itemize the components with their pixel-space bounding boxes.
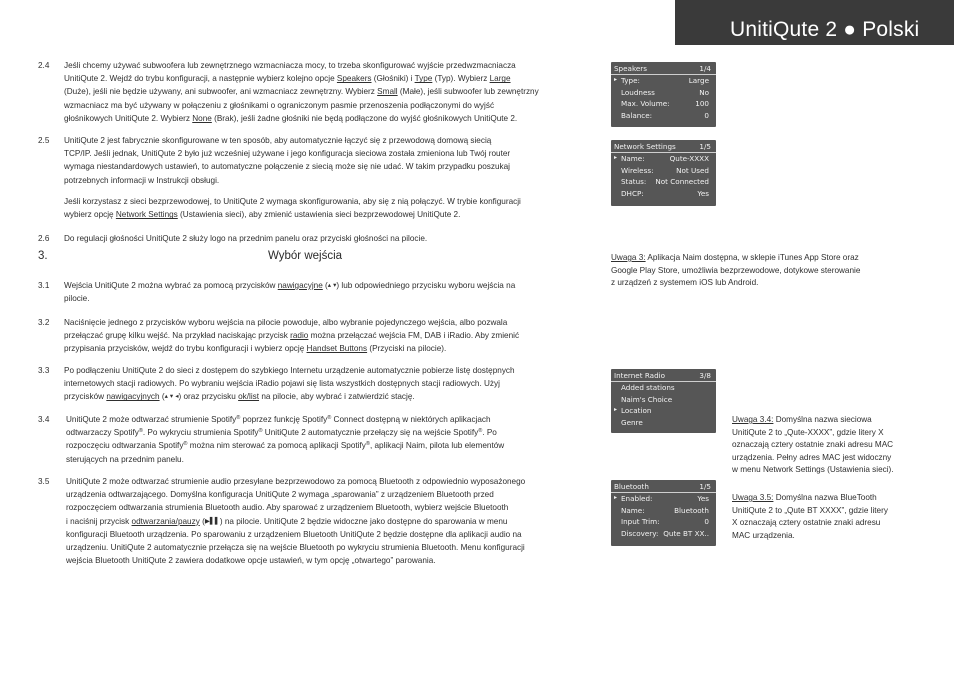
text: . Po bbox=[482, 428, 497, 438]
bluetooth-screen bbox=[611, 480, 716, 546]
text-line: Jeśli chcemy używać subwoofera lub zewnętrznego wzmacniacza mocy, to trzeba skonfigurować wyjście przedwzmacniacza bbox=[64, 61, 516, 70]
text-line: pilocie. bbox=[64, 294, 90, 304]
text: (Małe), jeśli subwoofer lub zewnętrzny bbox=[397, 87, 539, 97]
screen-header bbox=[611, 369, 716, 382]
text: (Typ). Wybierz bbox=[432, 74, 490, 84]
screen-row bbox=[611, 98, 716, 110]
row-label: Type: bbox=[621, 76, 640, 85]
row-label: Loudness bbox=[621, 87, 655, 97]
screen-row bbox=[611, 382, 716, 394]
text-line: UnitiQute 2 to „Qute-XXXX”, gdzie litery X bbox=[732, 427, 884, 437]
text: wybierz opcję bbox=[64, 210, 116, 220]
text: ( bbox=[159, 392, 165, 402]
text: i naciśnij przycisk bbox=[66, 516, 132, 526]
text: (Brak), jeśli żadne głośniki nie będą podłączone do wyjść głośnikowych UnitiQute 2. bbox=[211, 113, 518, 123]
screen-row bbox=[611, 87, 716, 99]
screen-header bbox=[611, 140, 716, 153]
text-line: Po podłączeniu UnitiQute 2 do sieci z dostępem do szybkiego Internetu urządzenie automatycznie pobierze listę dostępnych bbox=[64, 366, 515, 375]
row-value: Bluetooth bbox=[674, 505, 709, 515]
screen-row bbox=[611, 188, 716, 200]
screen-row bbox=[611, 417, 716, 429]
row-value: No bbox=[699, 87, 709, 97]
paragraph-number: 2.4 bbox=[38, 61, 50, 70]
text-line: UnitiQute 2 może odtwarzać strumienie audio przesyłane bezprzewodowo za pomocą Bluetooth z odpowiednio wyposażonego bbox=[66, 477, 526, 486]
menu-ref-speakers: Speakers bbox=[336, 74, 372, 84]
text: na pilocie, aby wybrać i zatwierdzić stację. bbox=[259, 392, 415, 402]
text: ) lub odpowiedniego przycisku wyboru wejścia na bbox=[336, 281, 516, 290]
text-line: z urządzeń z systemem iOS lub Android. bbox=[611, 278, 759, 288]
menu-ref-radio: radio bbox=[290, 331, 309, 341]
text: Connect dostępną w niektórych aplikacjach bbox=[331, 415, 491, 424]
row-label: Added stations bbox=[621, 383, 675, 392]
row-label: Wireless: bbox=[621, 165, 654, 175]
paragraph-3-2 bbox=[64, 316, 519, 356]
row-label: Discovery: bbox=[621, 528, 659, 538]
menu-ref-ok-list: ok/list bbox=[238, 392, 260, 402]
text-line: rozpoczęciem odtwarzania strumienia Bluetooth audio. Aby sparować z urządzeniem Bluetooth, wybierz wejście Bluetooth bbox=[66, 503, 509, 513]
paragraph-3-5 bbox=[66, 475, 525, 567]
selection-arrow-icon: ▸ bbox=[614, 494, 618, 501]
text: UnitiQute 2. Wejdź do trybu konfiguracji, a następnie wybierz kolejno opcje bbox=[64, 74, 337, 84]
screen-row bbox=[611, 394, 716, 406]
text: odtwarzaczy Spotify bbox=[66, 428, 139, 438]
text-line: potrzebnych informacji w Instrukcji obsługi. bbox=[64, 175, 220, 185]
paragraph-2-4 bbox=[64, 59, 539, 125]
text: przełączać grupę kilku wejść. Na przykład naciskając przycisk bbox=[64, 331, 291, 341]
note-3 bbox=[611, 252, 860, 290]
text-line: urządzenia. Pełny adres MAC jest widoczny bbox=[732, 452, 892, 462]
paragraph-2-5-wireless bbox=[64, 195, 521, 221]
text-line: konfiguracji Bluetooth urządzenia. Po sparowaniu z urządzeniem Bluetooth UnitiQute 2 będzie dostępne dla aplikacji audio na bbox=[66, 529, 522, 539]
screen-row bbox=[611, 176, 716, 188]
internet-radio-screen bbox=[611, 369, 716, 433]
note-label: Uwaga 3.4: bbox=[732, 415, 774, 424]
text: głośnikowych UnitiQute 2. Wybierz bbox=[64, 113, 193, 123]
text: UnitiQute 2 może odtwarzać strumienie Spotify bbox=[66, 415, 237, 424]
screen-row bbox=[611, 75, 716, 87]
paragraph-3-4 bbox=[66, 413, 504, 466]
screen-page: 1/5 bbox=[699, 142, 711, 151]
screen-row bbox=[611, 493, 716, 505]
play-pause-icon: ▶▌▌ bbox=[204, 516, 220, 525]
row-label: Status: bbox=[621, 177, 647, 186]
screen-page: 1/5 bbox=[699, 482, 711, 491]
text: (Przyciski na pilocie). bbox=[367, 344, 447, 354]
text-line: UnitiQute 2 to „Qute BT XXXX”, gdzie litery bbox=[732, 505, 888, 515]
screen-page: 1/4 bbox=[699, 64, 711, 73]
screen-title: Network Settings bbox=[614, 142, 676, 151]
paragraph-number: 2.6 bbox=[38, 234, 50, 243]
selection-arrow-icon: ▸ bbox=[614, 76, 618, 83]
text-line: Naciśnięcie jednego z przycisków wyboru wejścia na pilocie powoduje, albo wybranie pojedynczego wejścia, albo pozwala bbox=[64, 318, 508, 327]
row-value: Not Used bbox=[676, 165, 709, 175]
row-label: Enabled: bbox=[621, 494, 653, 503]
text: ) oraz przycisku bbox=[178, 392, 239, 402]
text: można nim sterować za pomocą aplikacji Spotify bbox=[187, 441, 366, 451]
screen-row bbox=[611, 405, 716, 417]
text: Wejścia UnitiQute 2 można wybrać za pomocą przycisków bbox=[64, 281, 278, 290]
text-line: MAC urządzenia. bbox=[732, 530, 795, 540]
screen-row bbox=[611, 505, 716, 517]
paragraph-number: 3.4 bbox=[38, 415, 50, 424]
text-line: Do regulacji głośności UnitiQute 2 służy logo na przednim panelu oraz przyciski głośności na pilocie. bbox=[64, 234, 428, 243]
text: Aplikacja Naim dostępna, w sklepie iTunes App Store oraz bbox=[645, 253, 859, 262]
text: można przełączać wejścia FM, DAB i iRadio. Aby zmienić bbox=[308, 331, 520, 341]
menu-ref-large: Large bbox=[489, 74, 511, 84]
selection-arrow-icon: ▸ bbox=[614, 154, 618, 161]
text-line: sterujących na przednim panelu. bbox=[66, 454, 184, 464]
row-label: Location bbox=[621, 406, 652, 415]
registered-mark: ® bbox=[327, 415, 332, 421]
text: . Po wykryciu strumienia Spotify bbox=[142, 428, 259, 438]
paragraph-number: 3.3 bbox=[38, 366, 50, 375]
title-bar bbox=[675, 0, 954, 45]
row-value: Qute-XXXX bbox=[669, 154, 709, 163]
paragraph-2-5 bbox=[64, 134, 510, 187]
text-line: Google Play Store, umożliwia bezprzewodowe, dotykowe sterowanie bbox=[611, 265, 861, 275]
selection-arrow-icon: ▸ bbox=[614, 406, 618, 413]
text: (Głośniki) i bbox=[371, 74, 415, 84]
screen-page: 3/8 bbox=[699, 371, 711, 380]
registered-mark: ® bbox=[258, 428, 263, 435]
registered-mark: ® bbox=[183, 441, 188, 448]
text: UnitiQute 2 automatycznie przełączy się na wejście Spotify bbox=[262, 428, 479, 438]
note-label: Uwaga 3.5: bbox=[732, 493, 774, 502]
paragraph-number: 3.2 bbox=[38, 318, 50, 327]
menu-ref-navigation: nawigacyjnych bbox=[106, 392, 160, 402]
screen-row bbox=[611, 516, 716, 528]
note-3-5 bbox=[732, 492, 888, 542]
network-settings-screen bbox=[611, 140, 716, 206]
note-3-4 bbox=[732, 414, 894, 477]
navigation-arrows-icon: ▴ ▾ ◂ bbox=[164, 392, 179, 401]
page-title: UnitiQute 2 ● Polski bbox=[730, 18, 920, 41]
row-value: 0 bbox=[704, 110, 709, 120]
text: rozpoczęciu odtwarzania Spotify bbox=[66, 441, 184, 451]
paragraph-number: 2.5 bbox=[38, 136, 50, 145]
menu-ref-small: Small bbox=[377, 87, 398, 97]
text: ( bbox=[322, 281, 328, 290]
row-label: Input Trim: bbox=[621, 517, 660, 526]
screen-title: Internet Radio bbox=[614, 371, 666, 380]
menu-ref-handset-buttons: Handset Buttons bbox=[306, 344, 368, 354]
speakers-menu-screen bbox=[611, 62, 716, 127]
row-label: Name: bbox=[621, 505, 645, 515]
row-value: Not Connected bbox=[655, 177, 709, 186]
text: (Duże), jeśli nie będzie używany, ani subwoofer, ani wzmacniacz zewnętrzny. Wybierz bbox=[64, 87, 378, 97]
screen-header bbox=[611, 480, 716, 493]
menu-ref-navigation: nawigacyjne bbox=[277, 281, 323, 290]
menu-ref-type: Type bbox=[414, 74, 433, 84]
screen-row bbox=[611, 165, 716, 177]
text-line: UnitiQute 2 jest fabrycznie skonfigurowane w ten sposób, aby automatycznie łączyć się z przewodową domową siecią bbox=[64, 136, 492, 145]
row-label: Name: bbox=[621, 154, 645, 163]
text-line: urządzenia odtwarzającego. Domyślna konfiguracja UnitiQute 2 wymaga „sparowania” z urządzeniem Bluetooth przed bbox=[66, 490, 494, 500]
text-line: Jeśli korzystasz z sieci bezprzewodowej, to UnitiQute 2 wymaga skonfigurowania, aby się z nią połączyć. W trybie konfiguracji bbox=[64, 197, 521, 206]
paragraph-number: 3.5 bbox=[38, 477, 50, 486]
menu-ref-play-pause: odtwarzania/pauzy bbox=[131, 516, 200, 526]
up-down-arrows-icon: ▴ ▾ bbox=[327, 281, 337, 289]
text: przycisków bbox=[64, 392, 107, 402]
row-value: Yes bbox=[697, 494, 709, 503]
row-value: 0 bbox=[704, 517, 709, 526]
text-line: internetowych stacji radiowych. Po wybraniu wejścia iRadio pojawi się lista wszystkich dostępnych stacji radiowych. Użyj bbox=[64, 379, 500, 389]
text-line: oznaczają cztery ostatnie znaki adresu MAC bbox=[732, 440, 894, 450]
text: Domyślna nazwa BlueTooth bbox=[773, 493, 877, 502]
text: ) na pilocie. UnitiQute 2 będzie widoczne jako dostępne do sparowania w menu bbox=[219, 516, 508, 526]
paragraph-3-1 bbox=[64, 279, 515, 305]
section-number: 3. bbox=[38, 250, 48, 262]
row-label: DHCP: bbox=[621, 188, 644, 198]
text: poprzez funkcję Spotify bbox=[240, 415, 328, 424]
text: , aplikacji Naim, pilota lub elementów bbox=[369, 441, 505, 451]
text: Domyślna nazwa sieciowa bbox=[773, 415, 872, 424]
section-title: Wybór wejścia bbox=[268, 250, 343, 262]
text: (Ustawienia sieci), aby zmienić ustawienia sieci bezprzewodowej UnitiQute 2. bbox=[177, 210, 461, 220]
row-label: Balance: bbox=[621, 110, 653, 120]
text-line: TCP/IP. Jeśli jednak, UnitiQute 2 było już wcześniej używane i jego konfiguracja sieciowa została zmieniona lub Twój router bbox=[64, 149, 511, 159]
text-line: wejścia Bluetooth UnitiQute 2 zawiera dodatkowe opcje ustawień, w tym opcję „otwartego” parowania. bbox=[66, 556, 436, 566]
paragraph-2-6 bbox=[64, 232, 427, 245]
text: ( bbox=[199, 516, 205, 526]
text-line: w menu Network Settings (Ustawienia sieci). bbox=[732, 465, 894, 475]
text-line: wymaga niestandardowych ustawień, to automatyczne połączenie z siecią może się nie udać. W takim przypadku poszukaj bbox=[64, 162, 510, 172]
row-label: Genre bbox=[621, 417, 643, 427]
registered-mark: ® bbox=[365, 441, 370, 448]
screen-title: Bluetooth bbox=[614, 482, 649, 491]
row-value: Yes bbox=[697, 188, 709, 198]
text: przypisania przycisków, wejdź do trybu konfiguracji i wybierz opcję bbox=[64, 344, 307, 354]
screen-title: Speakers bbox=[614, 64, 647, 73]
paragraph-3-3 bbox=[64, 364, 515, 404]
text-line: X oznaczają cztery ostatnie znaki adresu bbox=[732, 518, 881, 528]
menu-ref-network-settings: Network Settings bbox=[115, 210, 178, 220]
row-value: 100 bbox=[695, 99, 709, 108]
registered-mark: ® bbox=[478, 428, 483, 435]
row-value: Large bbox=[688, 76, 709, 85]
screen-row bbox=[611, 153, 716, 165]
row-value: Qute BT XX.. bbox=[663, 528, 709, 538]
row-label: Max. Volume: bbox=[621, 99, 670, 108]
registered-mark: ® bbox=[236, 415, 241, 421]
paragraph-number: 3.1 bbox=[38, 281, 50, 290]
row-label: Naim's Choice bbox=[621, 394, 673, 404]
note-label: Uwaga 3: bbox=[611, 253, 646, 262]
screen-row bbox=[611, 110, 716, 122]
screen-header bbox=[611, 62, 716, 75]
text-line: urządzeniu. UnitiQute 2 automatycznie przełącza się na wejście Bluetooth po wykryciu strumienia Bluetooth. Menu konfiguracji bbox=[66, 543, 525, 553]
screen-row bbox=[611, 528, 716, 540]
menu-ref-none: None bbox=[192, 113, 212, 123]
text-line: wzmacniacz ma być używany w połączeniu z głośnikami o ograniczonym pasmie przenoszenia podłączonymi do wyjść bbox=[64, 100, 495, 110]
registered-mark: ® bbox=[138, 428, 143, 435]
